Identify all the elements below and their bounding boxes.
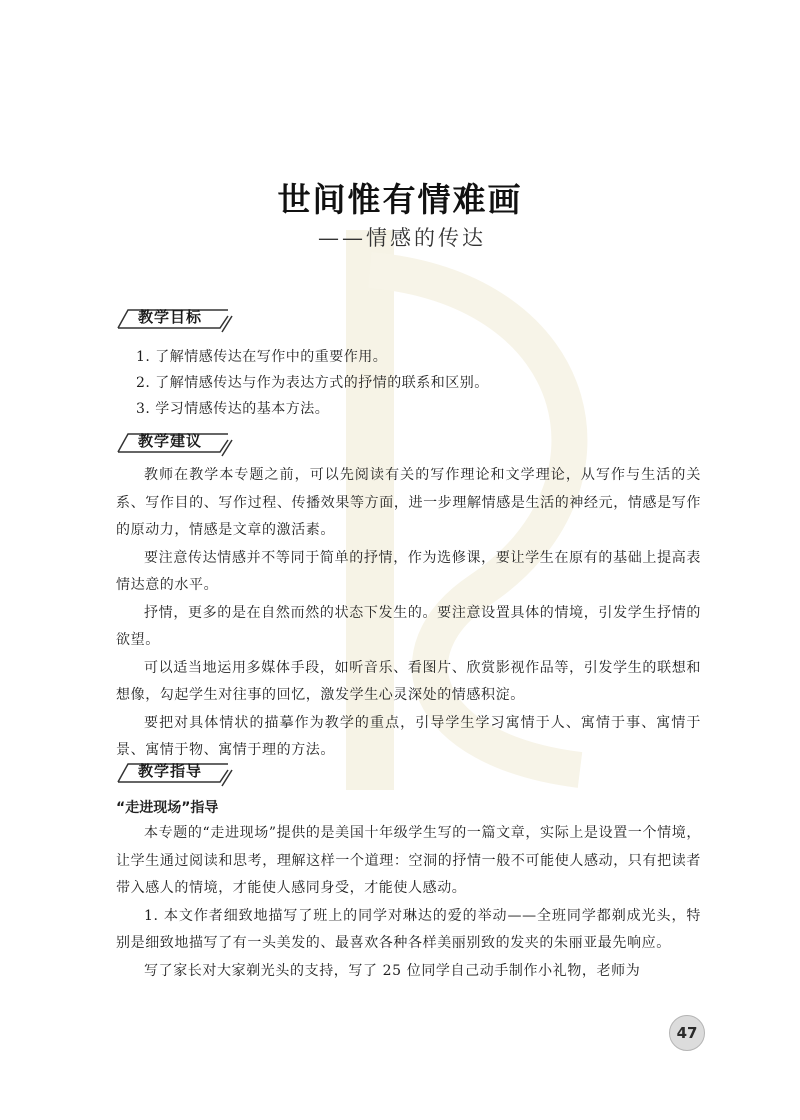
paragraph: 要把对具体情状的描摹作为教学的重点，引导学生学习寓情于人、寓情于事、寓情于景、寓情于物、寓情于理的方法。 (116, 714, 701, 758)
list-item: 3. 学习情感传达的基本方法。 (136, 401, 330, 417)
list-item: 2. 了解情感传达与作为表达方式的抒情的联系和区别。 (136, 375, 489, 391)
goals-list (136, 344, 696, 422)
page-title: 世间惟有情难画 (277, 180, 523, 219)
section-heading-goals (116, 304, 246, 334)
paragraph: 抒情，更多的是在自然而然的状态下发生的。要注意设置具体的情境，引发学生抒情的欲望。 (116, 604, 701, 648)
paragraph: 要注意传达情感并不等同于简单的抒情，作为选修课，要让学生在原有的基础上提高表情达意的水平。 (116, 549, 701, 593)
list-item: 1. 了解情感传达在写作中的重要作用。 (136, 349, 388, 365)
suggestions-body (116, 462, 701, 765)
paragraph: 本专题的“走进现场”提供的是美国十年级学生写的一篇文章，实际上是设置一个情境，让学生通过阅读和思考，理解这样一个道理：空洞的抒情一般不可能使人感动，只有把读者带入感人的情境，才能使人感同身受，才能使人感动。 (116, 825, 701, 896)
section-heading-label: 教学建议 (138, 432, 203, 450)
guidance-body (116, 820, 701, 985)
paragraph: 可以适当地运用多媒体手段，如听音乐、看图片、欣赏影视作品等，引发学生的联想和想像，勾起学生对往事的回忆，激发学生心灵深处的情感积淀。 (116, 659, 701, 703)
paragraph: 写了家长对大家剃光头的支持，写了 25 位同学自己动手制作小礼物，老师为 (144, 962, 641, 979)
section-heading-label: 教学目标 (138, 308, 203, 326)
section-heading-suggestions (116, 428, 246, 458)
paragraph: 教师在教学本专题之前，可以先阅读有关的写作理论和文学理论，从写作与生活的关系、写作目的、写作过程、传播效果等方面，进一步理解情感是生活的神经元，情感是写作的原动力，情感是文章的激活素。 (116, 467, 701, 538)
page-subtitle: ——情感的传达 (318, 226, 486, 250)
subheading: “走进现场”指导 (116, 800, 219, 816)
section-heading-guidance (116, 758, 246, 788)
page-number-badge: 47 (669, 1015, 705, 1051)
section-heading-label: 教学指导 (138, 762, 203, 780)
paragraph: 1. 本文作者细致地描写了班上的同学对琳达的爱的举动——全班同学都剃成光头，特别是细致地描写了有一头美发的、最喜欢各种各样美丽别致的发夹的朱丽亚最先响应。 (116, 907, 701, 951)
